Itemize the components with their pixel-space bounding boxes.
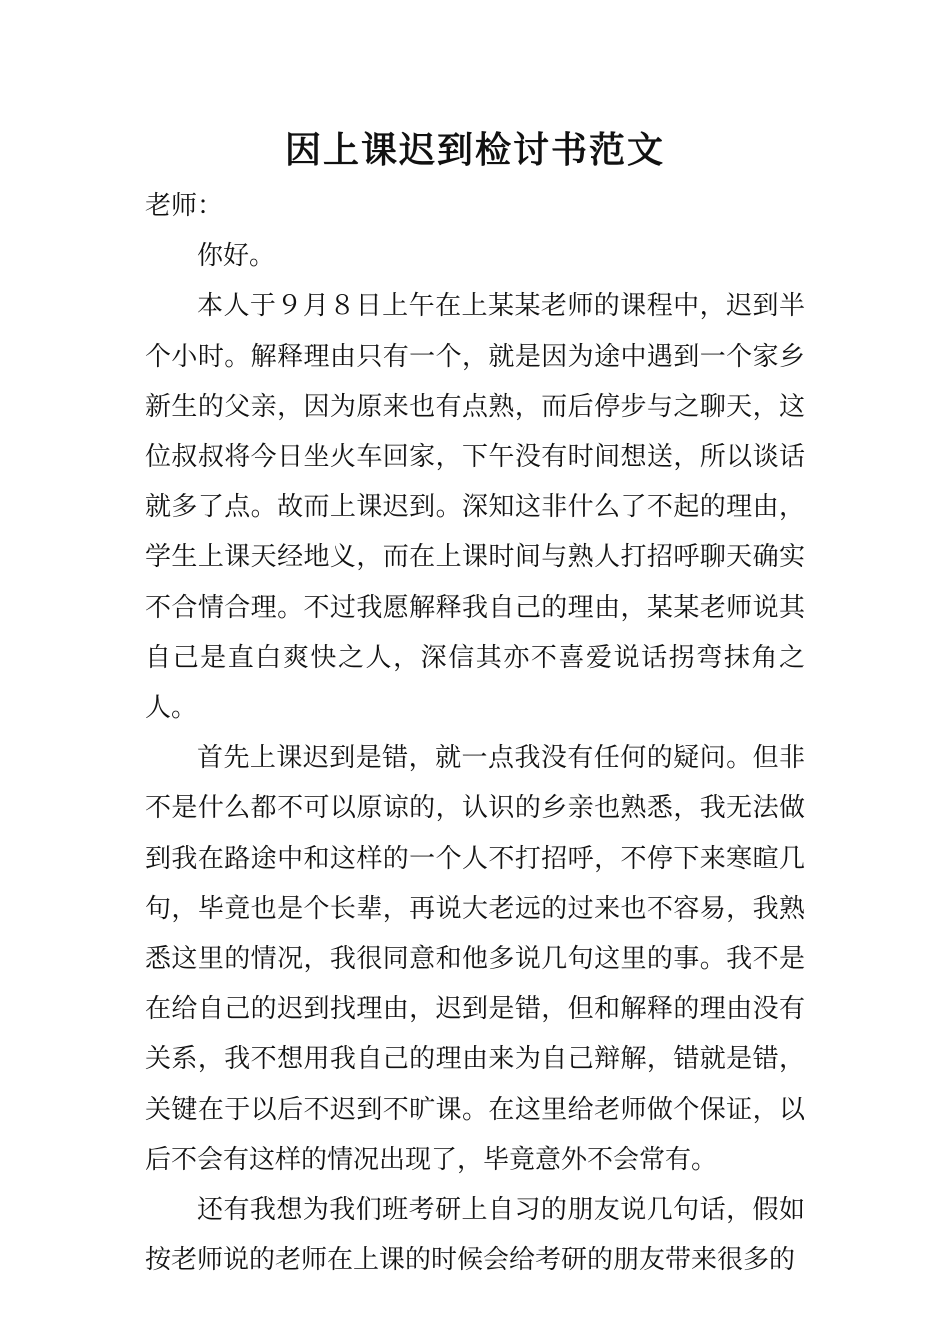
greeting-paragraph: 你好。 (197, 241, 276, 272)
document-body (145, 181, 805, 1285)
salutation: 老师： (145, 191, 224, 221)
body-paragraph-2: 首先上课迟到是错，就一点我没有任何的疑问。但非不是什么都不可以原谅的，认识的乡亲也熟悉，我无法做到我在路途中和这样的一个人不打招呼，不停下来寒暄几句，毕竟也是个长辈，再说大老远的过来也不容易，我熟悉这里的情况，我很同意和他多说几句这里的事。我不是在给自己的迟到找理由，迟到是错，但和解释的理由没有关系，我不想用我自己的理由来为自己辩解，错就是错，关键在于以后不迟到不旷课。在这里给老师做个保证，以后不会有这样的情况出现了，毕竟意外不会常有。 (145, 743, 805, 1175)
document-title: 因上课迟到检讨书范文 (284, 129, 665, 171)
body-paragraph-3: 还有我想为我们班考研上自习的朋友说几句话，假如按老师说的老师在上课的时候会给考研的朋友带来很多的 (145, 1195, 805, 1276)
body-paragraph-1: 本人于９月８日上午在上某某老师的课程中，迟到半个小时。解释理由只有一个，就是因为途中遇到一个家乡新生的父亲，因为原来也有点熟，而后停步与之聊天，这位叔叔将今日坐火车回家，下午没有时间想送，所以谈话就多了点。故而上课迟到。深知这非什么了不起的理由，学生上课天经地义，而在上课时间与熟人打招呼聊天确实不合情合理。不过我愿解释我自己的理由，某某老师说其自己是直白爽快之人，深信其亦不喜爱说话拐弯抹角之人。 (145, 291, 805, 724)
